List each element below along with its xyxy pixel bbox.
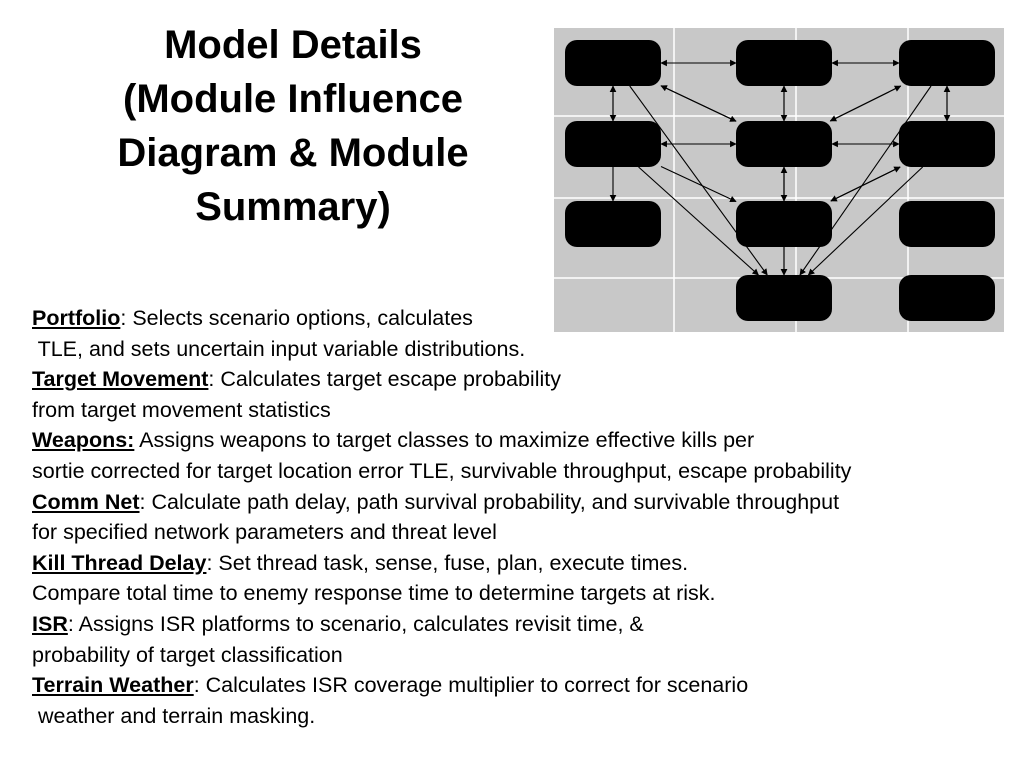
module-entry-kill-thread-delay [32,548,1022,579]
module-description-cont: Compare total time to enemy response time to determine targets at risk. [32,581,716,606]
module-node [565,40,661,86]
module-description-cont: weather and terrain masking. [32,703,316,728]
module-node [899,40,995,86]
module-term: Comm Net [32,489,140,514]
module-term: Weapons: [32,428,135,453]
module-entry-weapons [32,425,1022,456]
module-summary [32,303,1022,731]
module-node [565,201,661,247]
module-description: : Selects scenario options, calculates [120,306,473,330]
module-entry-comm-net [32,487,1022,518]
module-node [736,40,832,86]
module-term: Portfolio [32,306,121,330]
module-node [899,201,995,247]
module-description-cont: TLE, and sets uncertain input variable distributions. [32,336,526,361]
title-line: (Module Influence [123,77,463,121]
slide-title [60,18,526,234]
module-description-cont: sortie corrected for target location error TLE, survivable throughput, escape probability [32,458,852,483]
module-node [736,121,832,167]
module-description: : Set thread task, sense, fuse, plan, execute times. [206,550,689,575]
module-description: : Calculates ISR coverage multiplier to correct for scenario [193,673,749,698]
title-line: Model Details [164,23,422,67]
module-term: Terrain Weather [32,673,194,698]
module-influence-diagram [554,28,1004,332]
module-term: Target Movement [32,367,209,392]
module-node [899,121,995,167]
title-line: Diagram & Module [117,131,469,175]
module-description: : Calculates target escape probability [208,367,561,392]
module-description: Assigns weapons to target classes to maximize effective kills per [134,428,755,453]
module-description: : Assigns ISR platforms to scenario, calculates revisit time, & [67,611,644,636]
module-entry-terrain-weather [32,670,1022,701]
module-node [736,201,832,247]
module-term: Kill Thread Delay [32,550,207,575]
module-node [565,121,661,167]
module-description-cont: for specified network parameters and threat level [32,520,497,545]
module-description-cont: probability of target classification [32,642,343,667]
module-entry-target-movement [32,364,1022,395]
module-entry-isr [32,609,1022,640]
module-term: ISR [32,611,68,636]
module-entry-portfolio [32,303,1022,334]
module-description-cont: from target movement statistics [32,397,331,422]
module-description: : Calculate path delay, path survival probability, and survivable throughput [139,489,840,514]
title-line: Summary) [195,185,391,229]
